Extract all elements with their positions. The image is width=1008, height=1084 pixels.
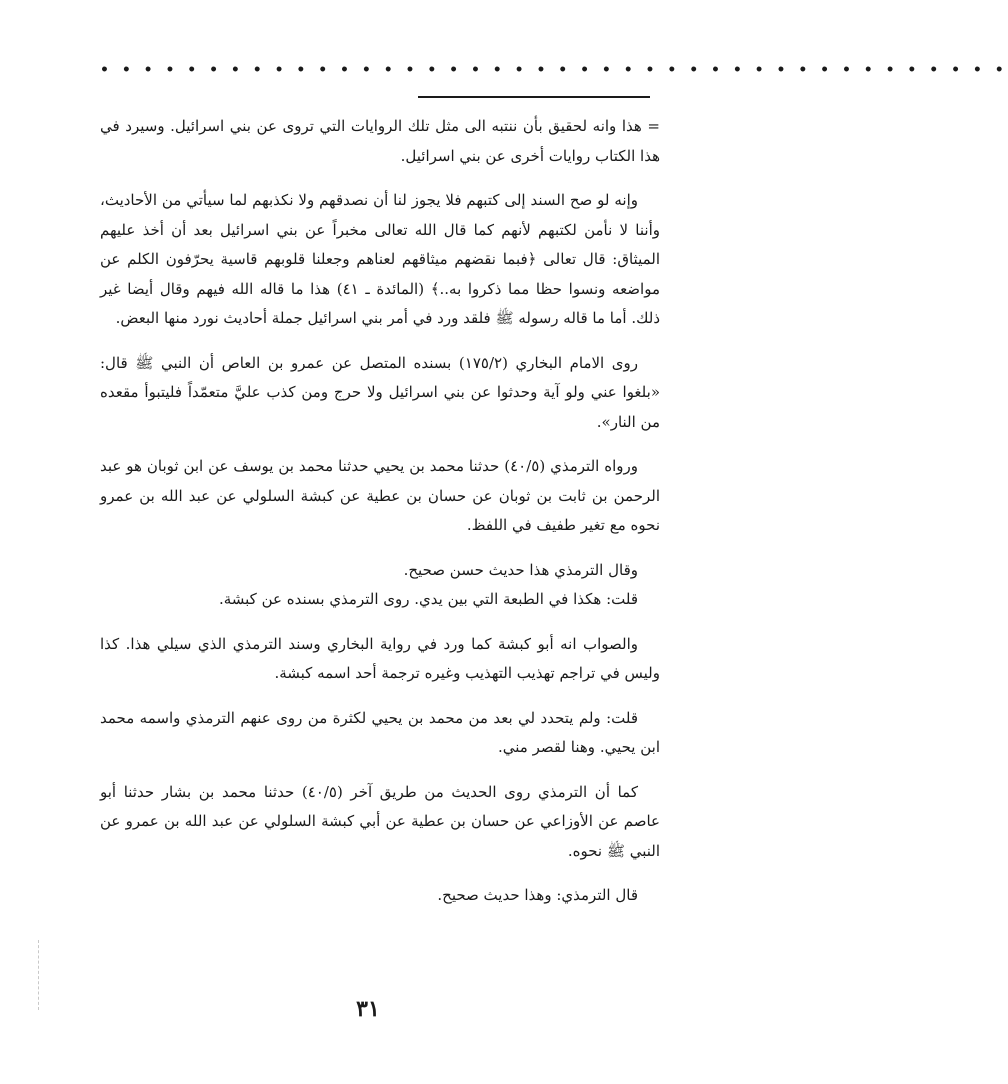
paragraph-9: كما أن الترمذي روى الحديث من طريق آخر (٤٠/٥) حدثنا محمد بن بشار حدثنا أبو عاصم عن الأوزاعي عن حسان بن عطية عن أبي كبشة السلولي عن عبد الله بن عمرو عن النبي ﷺ نحوه. [100,782,660,860]
paragraph-5: وقال الترمذي هذا حديث حسن صحيح. [403,560,638,579]
paragraph-1: = هذا وانه لحقيق بأن ننتبه الى مثل تلك الروايات التي تروى عن بني اسرائيل. وسيرد في هذا الكتاب روايات أخرى عن بني اسرائيل. [100,117,660,165]
page-number: ٣١ [356,996,380,1022]
header-dotted-line: • • • • • • • • • • • • • • • • • • • • • • • • • • • • • • • • • • • • • • • • • • [100,62,1008,78]
paragraph-10: قال الترمذي: وهذا حديث صحيح. [437,886,638,904]
paragraph-4: ورواه الترمذي (٤٠/٥) حدثنا محمد بن يحيي حدثنا محمد بن يوسف عن ابن ثوبان هو عبد الرحمن بن ثابت بن ثوبان عن حسان بن عطية عن كبشة السلولي عن عبد الله بن عمرو نحوه مع تغير طفيف في اللفظ. [100,457,660,534]
paragraph-7: والصواب انه أبو كبشة كما ورد في رواية البخاري وسند الترمذي الذي سيلي هذا. كذا وليس في تراجم تهذيب التهذيب وغيره ترجمة أحد اسمه كبشة. [100,634,660,682]
paragraph-3: روى الامام البخاري (١٧٥/٢) بسنده المتصل عن عمرو بن العاص أن النبي ﷺ قال: «بلغوا عني ولو آية وحدثوا عن بني اسرائيل ولا حرج ومن كذب عليَّ متعمّداً فليتبوأ مقعده من النار». [100,353,660,431]
paragraph-2: وإنه لو صح السند إلى كتبهم فلا يجوز لنا أن نصدقهم ولا نكذبهم لما سيأتي من الأحاديث، وأننا لا نأمن لكتبهم لأنهم كما قال الله تعالى مخبراً عن بني اسرائيل بعد أن أخذ عليهم الميثاق: قال تعالى ﴿فبما نقضهم ميثاقهم لعناهم وجعلنا قلوبهم قاسية يحرّفون الكلم عن مواضعه ونسوا حظا مما ذكروا به..﴾ (المائدة ـ ٤١) هذا ما قاله الله فيهم وقال أيضا غير ذلك. أما ما قاله رسوله ﷺ فلقد ورد في أمر بني اسرائيل جملة أحاديث نورد منها البعض. [100,191,660,327]
page-body [100,112,660,911]
header-rule [418,96,650,98]
paragraph-6: قلت: هكذا في الطبعة التي بين يدي. روى الترمذي بسنده عن كبشة. [218,590,638,608]
paragraph-8: قلت: ولم يتحدد لي بعد من محمد بن يحيي لكثرة من روى عنهم الترمذي واسمه محمد ابن يحيي. وهنا لقصر مني. [100,708,660,756]
